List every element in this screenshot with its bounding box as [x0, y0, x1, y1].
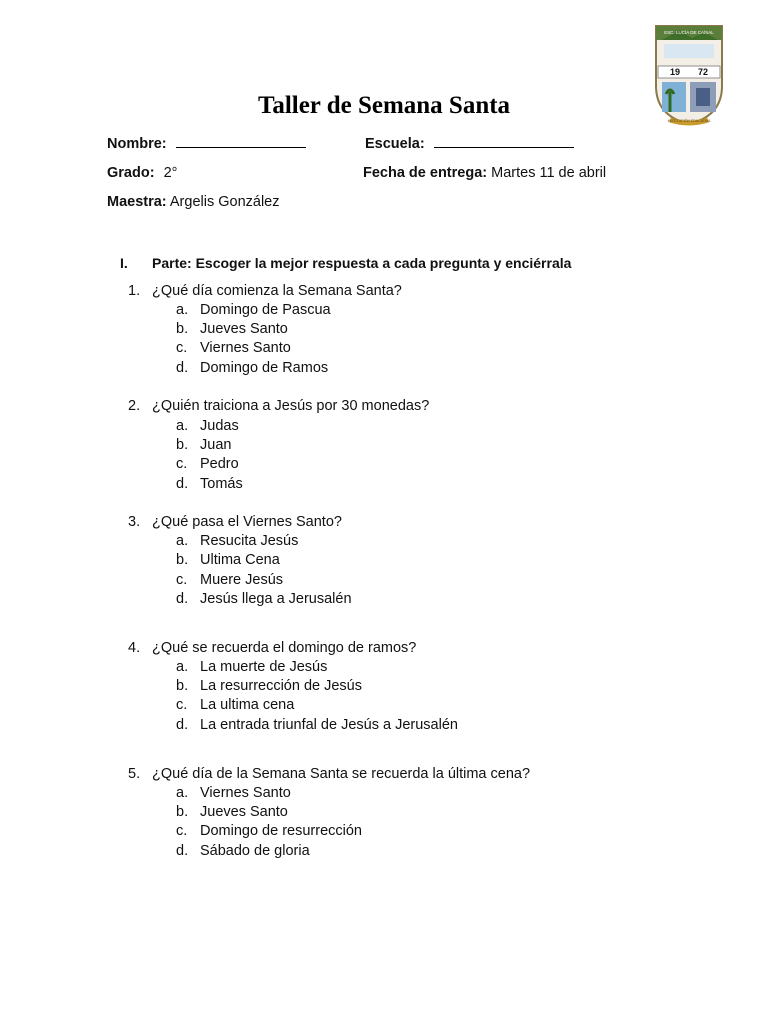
- option-letter: a.: [176, 785, 189, 801]
- question-number: 1.: [128, 283, 141, 299]
- seal-top-text: ESC. LUCÍA DE CAÍSAL: [664, 30, 714, 35]
- question-text: ¿Qué día de la Semana Santa se recuerda la última cena?: [152, 766, 531, 782]
- option-letter: c.: [176, 340, 188, 356]
- option-letter: c.: [176, 823, 188, 839]
- option-text: Resucita Jesús: [200, 533, 299, 549]
- seal-year-left: 19: [669, 67, 681, 77]
- question-text: ¿Qué día comienza la Semana Santa?: [152, 283, 402, 299]
- option-text: Ultima Cena: [200, 552, 280, 568]
- option-text: Viernes Santo: [200, 340, 291, 356]
- option-5d[interactable]: [176, 843, 310, 859]
- question-text: ¿Qué pasa el Viernes Santo?: [152, 514, 342, 530]
- option-5b[interactable]: [176, 804, 288, 820]
- option-text: La entrada triunfal de Jesús a Jerusalén: [200, 717, 458, 733]
- option-4c[interactable]: [176, 697, 294, 713]
- escuela-blank[interactable]: [434, 135, 574, 148]
- option-2d[interactable]: [176, 476, 243, 492]
- option-5a[interactable]: [176, 785, 291, 801]
- question-text: ¿Quién traiciona a Jesús por 30 monedas?: [152, 398, 430, 414]
- option-text: Sábado de gloria: [200, 843, 310, 859]
- option-2c[interactable]: [176, 456, 239, 472]
- option-text: La muerte de Jesús: [200, 659, 328, 675]
- grado-label: Grado:: [107, 165, 155, 181]
- nombre-label: Nombre:: [107, 136, 167, 152]
- option-4a[interactable]: [176, 659, 327, 675]
- option-text: Jueves Santo: [200, 804, 288, 820]
- option-text: Tomás: [200, 476, 243, 492]
- option-letter: b.: [176, 437, 189, 453]
- question-text: ¿Qué se recuerda el domingo de ramos?: [152, 640, 417, 656]
- maestra-value: Argelis González: [169, 194, 280, 210]
- option-text: Pedro: [200, 456, 239, 472]
- seal-bottom-text: INSTITUCIÓN EDUCATIVA: [667, 119, 711, 123]
- section-instructions: Parte: Escoger la mejor respuesta a cada pregunta y enciérrala: [152, 255, 572, 271]
- grado-value: 2°: [163, 165, 178, 181]
- option-letter: a.: [176, 533, 189, 549]
- fecha-field: [363, 165, 606, 181]
- option-text: Domingo de Pascua: [200, 302, 331, 318]
- option-1d[interactable]: [176, 360, 328, 376]
- section-number: I.: [120, 255, 128, 271]
- question-number: 4.: [128, 640, 141, 656]
- option-text: Judas: [200, 418, 239, 434]
- escuela-field: [365, 135, 574, 152]
- option-letter: b.: [176, 804, 189, 820]
- option-3d[interactable]: [176, 591, 352, 607]
- option-2b[interactable]: [176, 437, 231, 453]
- page-title: Taller de Semana Santa: [257, 92, 511, 119]
- question-number: 3.: [128, 514, 141, 530]
- maestra-label: Maestra:: [107, 194, 167, 210]
- option-1b[interactable]: [176, 321, 288, 337]
- question-number: 5.: [128, 766, 141, 782]
- option-1a[interactable]: [176, 302, 331, 318]
- option-letter: b.: [176, 552, 189, 568]
- option-letter: c.: [176, 572, 188, 588]
- option-letter: d.: [176, 591, 189, 607]
- option-letter: a.: [176, 659, 189, 675]
- question-2: [128, 398, 429, 414]
- option-letter: d.: [176, 717, 189, 733]
- fecha-label: Fecha de entrega:: [363, 165, 488, 181]
- option-letter: b.: [176, 678, 189, 694]
- option-4b[interactable]: [176, 678, 362, 694]
- option-letter: d.: [176, 360, 189, 376]
- option-3a[interactable]: [176, 533, 298, 549]
- option-4d[interactable]: [176, 717, 458, 733]
- section-heading: [120, 255, 571, 271]
- option-letter: b.: [176, 321, 189, 337]
- option-text: Juan: [200, 437, 232, 453]
- option-3b[interactable]: [176, 552, 280, 568]
- option-text: La ultima cena: [200, 697, 295, 713]
- fecha-value: Martes 11 de abril: [491, 165, 607, 181]
- option-text: Viernes Santo: [200, 785, 291, 801]
- option-text: Domingo de Ramos: [200, 360, 329, 376]
- option-text: La resurrección de Jesús: [200, 678, 362, 694]
- nombre-blank[interactable]: [176, 135, 306, 148]
- option-1c[interactable]: [176, 340, 291, 356]
- question-4: [128, 640, 416, 656]
- option-letter: a.: [176, 302, 189, 318]
- option-text: Muere Jesús: [200, 572, 284, 588]
- nombre-field: [107, 135, 306, 152]
- question-1: [128, 283, 402, 299]
- seal-year-right: 72: [697, 67, 709, 77]
- option-text: Jueves Santo: [200, 321, 288, 337]
- option-text: Domingo de resurrección: [200, 823, 362, 839]
- option-letter: c.: [176, 456, 188, 472]
- option-2a[interactable]: [176, 418, 239, 434]
- option-letter: d.: [176, 843, 189, 859]
- escuela-label: Escuela:: [365, 136, 425, 152]
- maestra-field: [107, 194, 279, 210]
- option-letter: a.: [176, 418, 189, 434]
- option-letter: d.: [176, 476, 189, 492]
- option-3c[interactable]: [176, 572, 283, 588]
- option-text: Jesús llega a Jerusalén: [200, 591, 352, 607]
- question-number: 2.: [128, 398, 141, 414]
- grado-field: [107, 165, 177, 181]
- question-5: [128, 766, 530, 782]
- question-3: [128, 514, 342, 530]
- option-5c[interactable]: [176, 823, 362, 839]
- option-letter: c.: [176, 697, 188, 713]
